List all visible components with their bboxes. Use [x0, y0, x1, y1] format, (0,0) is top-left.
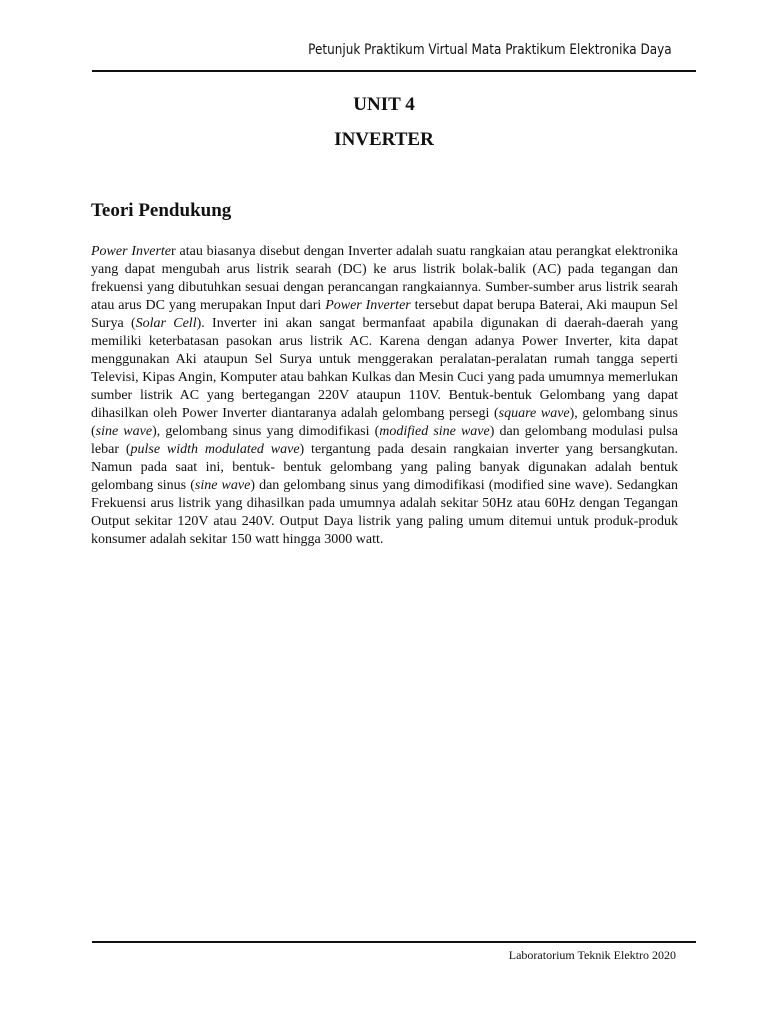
text-italic: modified sine wave	[379, 424, 490, 439]
text-italic: sine wave	[95, 424, 153, 439]
body-paragraph	[91, 243, 678, 549]
body-text	[91, 243, 678, 549]
text-italic: Power Inverte	[91, 244, 172, 259]
page-title: INVERTER	[334, 129, 434, 150]
text-run: tersebut dapat berupa Baterai, Aki maupun Sel Surya (	[91, 298, 678, 331]
text-run: ). Inverter ini akan sangat bermanfaat apabila digunakan di daerah-daerah yang memiliki keterbatasan pasokan arus listrik AC. Karena dengan adanya Power Inverter, kita dapat menggunakan Aki ataupun Sel Surya untuk menggerakan peralatan-peralatan rumah tangga seperti Televisi, Kipas Angin, Komputer atau bahkan Kulkas dan Mesin Cuci yang pada umumnya memerlukan sumber listrik AC yang bertegangan 220V ataupun 110V. Bentuk-bentuk Gelombang yang dapat dihasilkan oleh Power Inverter diantaranya adalah gelombang persegi (	[91, 316, 679, 421]
page-header: Petunjuk Praktikum Virtual Mata Praktikum Elektronika Daya	[308, 42, 672, 58]
footer-divider	[92, 941, 696, 943]
text-run: r atau biasanya disebut dengan Inverter adalah suatu rangkaian atau perangkat elektronika yang dapat mengubah arus listrik searah (DC) ke arus listrik bolak-balik (AC) pada tegangan dan frekuensi yang dibutuhkan sesuai dengan perancangan rangkaiannya. Sumber-sumber arus listrik searah atau arus DC yang merupakan Input dari	[91, 244, 678, 313]
text-run: ) dan gelombang sinus yang dimodifikasi (modified sine wave). Sedangkan Frekuensi arus listrik yang dihasilkan pada umumnya adalah sekitar 50Hz atau 60Hz dengan Tegangan Output sekitar 120V atau 240V. Output Daya listrik yang paling umum ditemui untuk produk-produk konsumer adalah sekitar 150 watt hingga 3000 watt.	[91, 478, 679, 547]
text-italic: Power Inverter	[325, 298, 411, 313]
header-divider	[92, 70, 696, 72]
text-run: ), gelombang sinus (	[91, 406, 679, 439]
text-run: ) tergantung pada desain rangkaian inverter yang bersangkutan. Namun pada saat ini, bentuk- bentuk gelombang yang paling banyak digunakan adalah bentuk gelombang sinus (	[91, 442, 678, 493]
page-footer: Laboratorium Teknik Elektro 2020	[508, 948, 676, 962]
text-italic: square wave	[498, 406, 570, 421]
text-italic: pulse width modulated wave	[130, 442, 300, 457]
text-run: ), gelombang sinus yang dimodifikasi (	[152, 424, 380, 439]
text-italic: Solar Cell	[135, 316, 197, 331]
unit-label: UNIT 4	[353, 94, 415, 115]
text-run: ) dan gelombang modulasi pulsa lebar (	[91, 424, 679, 457]
section-heading: Teori Pendukung	[91, 200, 232, 221]
text-italic: sine wave	[194, 478, 251, 493]
